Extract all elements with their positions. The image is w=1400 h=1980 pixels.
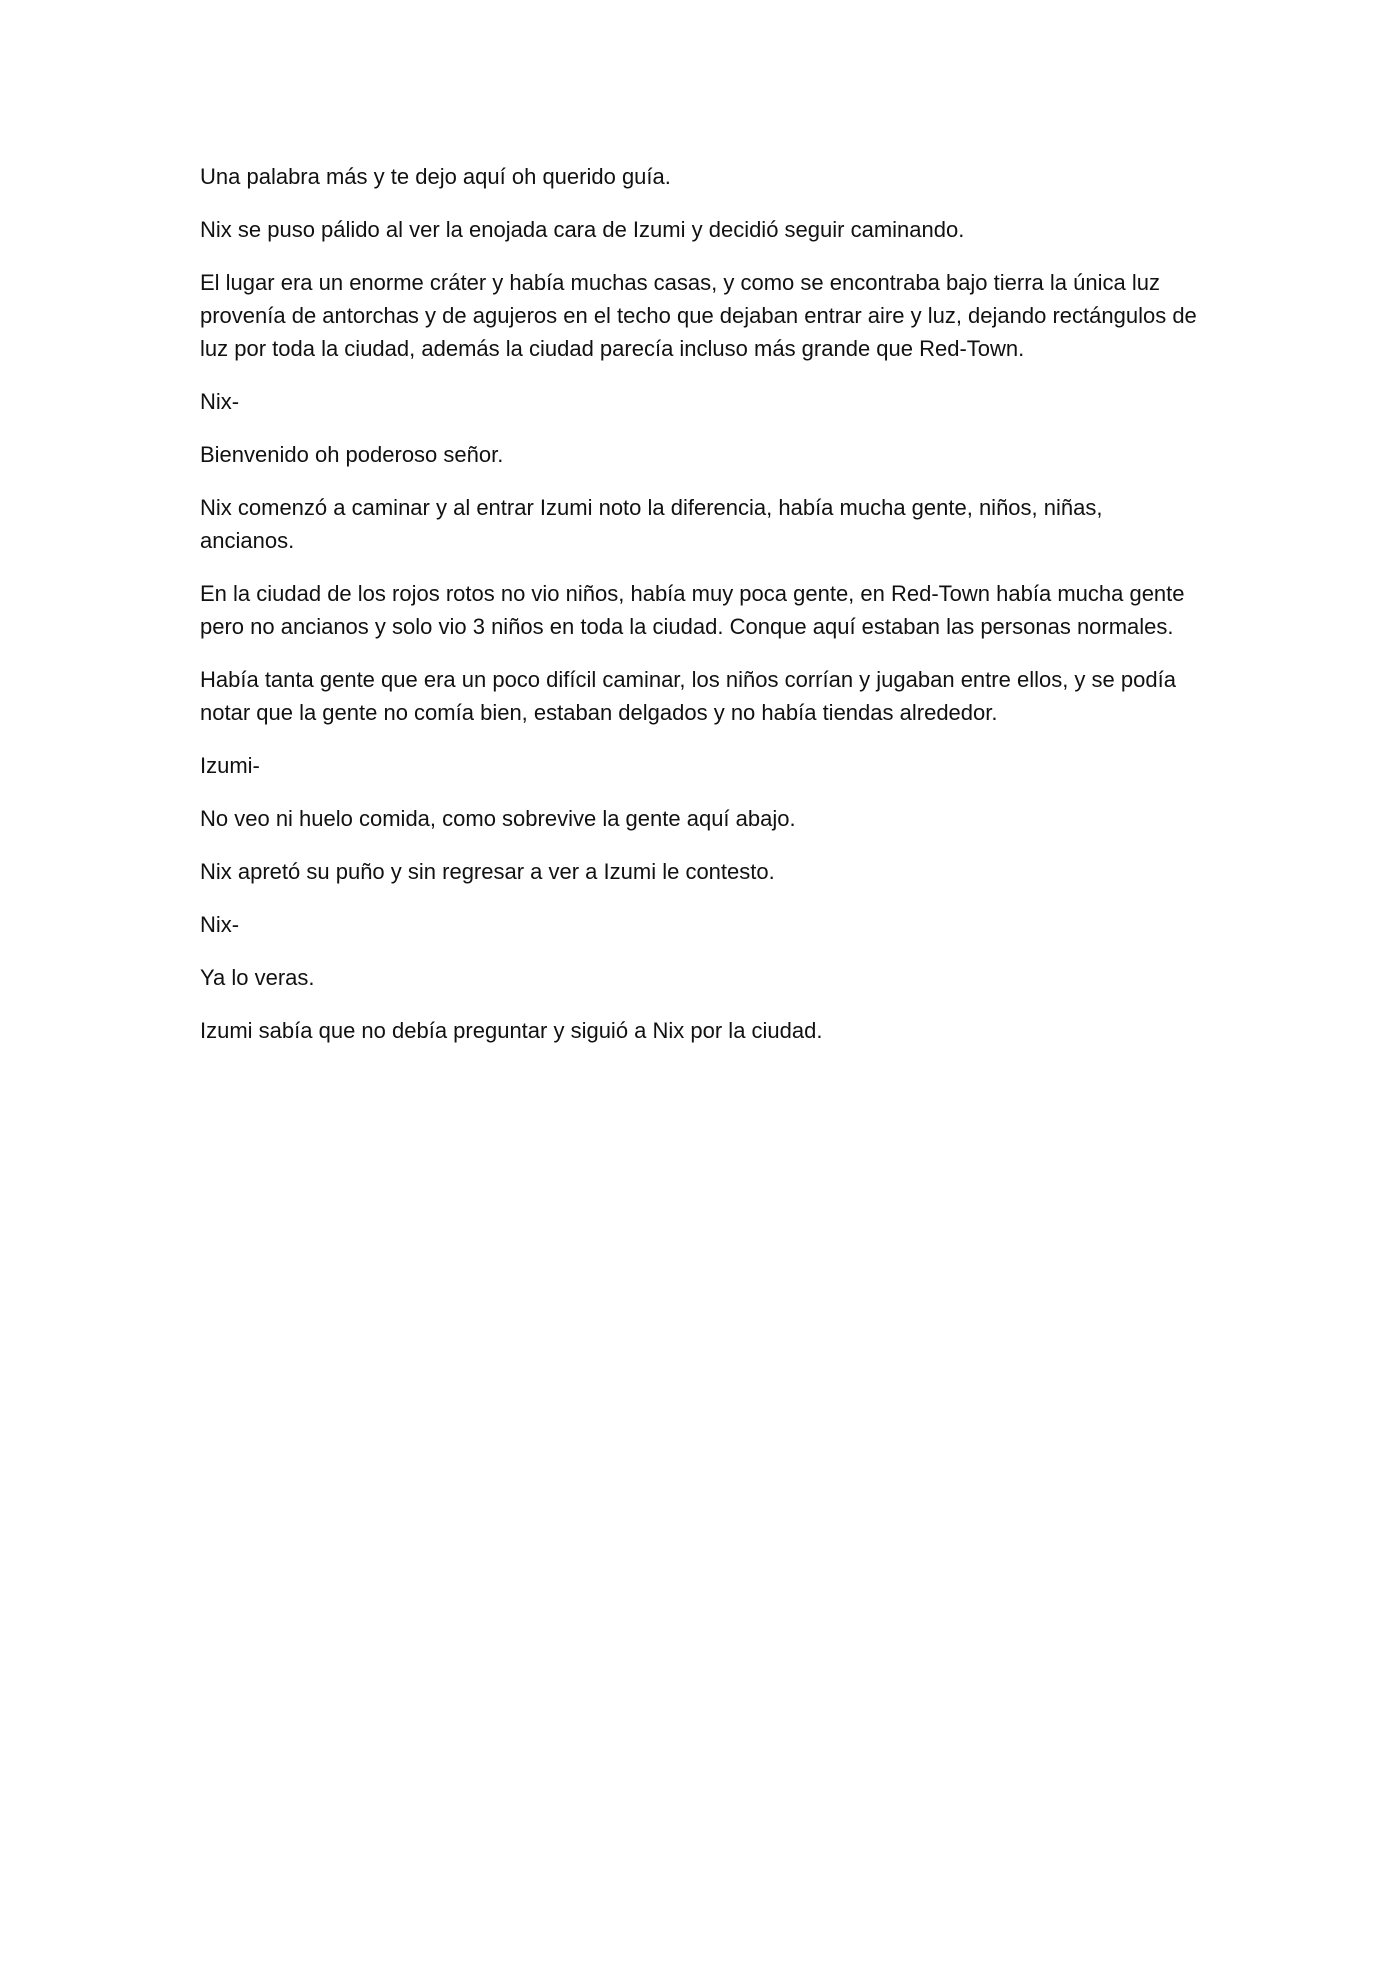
paragraph: Una palabra más y te dejo aquí oh querido guía. — [200, 164, 671, 189]
paragraph: Nix se puso pálido al ver la enojada cara de Izumi y decidió seguir caminando. — [200, 217, 965, 242]
document-body — [200, 160, 1200, 1067]
speaker-label: Nix- — [200, 389, 240, 414]
dialogue-line: Ya lo veras. — [200, 965, 315, 990]
paragraph: El lugar era un enorme cráter y había muchas casas, y como se encontraba bajo tierra la única luz provenía de antorchas y de agujeros en el techo que dejaban entrar aire y luz, dejando rectángulos de luz por toda la ciudad, además la ciudad parecía incluso más grande que Red-Town. — [200, 270, 1197, 361]
paragraph: Había tanta gente que era un poco difícil caminar, los niños corrían y jugaban entre ellos, y se podía notar que la gente no comía bien, estaban delgados y no había tiendas alrededor. — [200, 667, 1176, 725]
speaker-label: Nix- — [200, 912, 240, 937]
paragraph: En la ciudad de los rojos rotos no vio niños, había muy poca gente, en Red-Town había mucha gente pero no ancianos y solo vio 3 niños en toda la ciudad. Conque aquí estaban las personas normales. — [200, 581, 1185, 639]
speaker-label: Izumi- — [200, 753, 260, 778]
dialogue-line: No veo ni huelo comida, como sobrevive la gente aquí abajo. — [200, 806, 796, 831]
dialogue-line: Bienvenido oh poderoso señor. — [200, 442, 504, 467]
paragraph: Izumi sabía que no debía preguntar y siguió a Nix por la ciudad. — [200, 1018, 823, 1043]
paragraph: Nix apretó su puño y sin regresar a ver a Izumi le contesto. — [200, 859, 775, 884]
paragraph: Nix comenzó a caminar y al entrar Izumi noto la diferencia, había mucha gente, niños, niñas, ancianos. — [200, 495, 1103, 553]
